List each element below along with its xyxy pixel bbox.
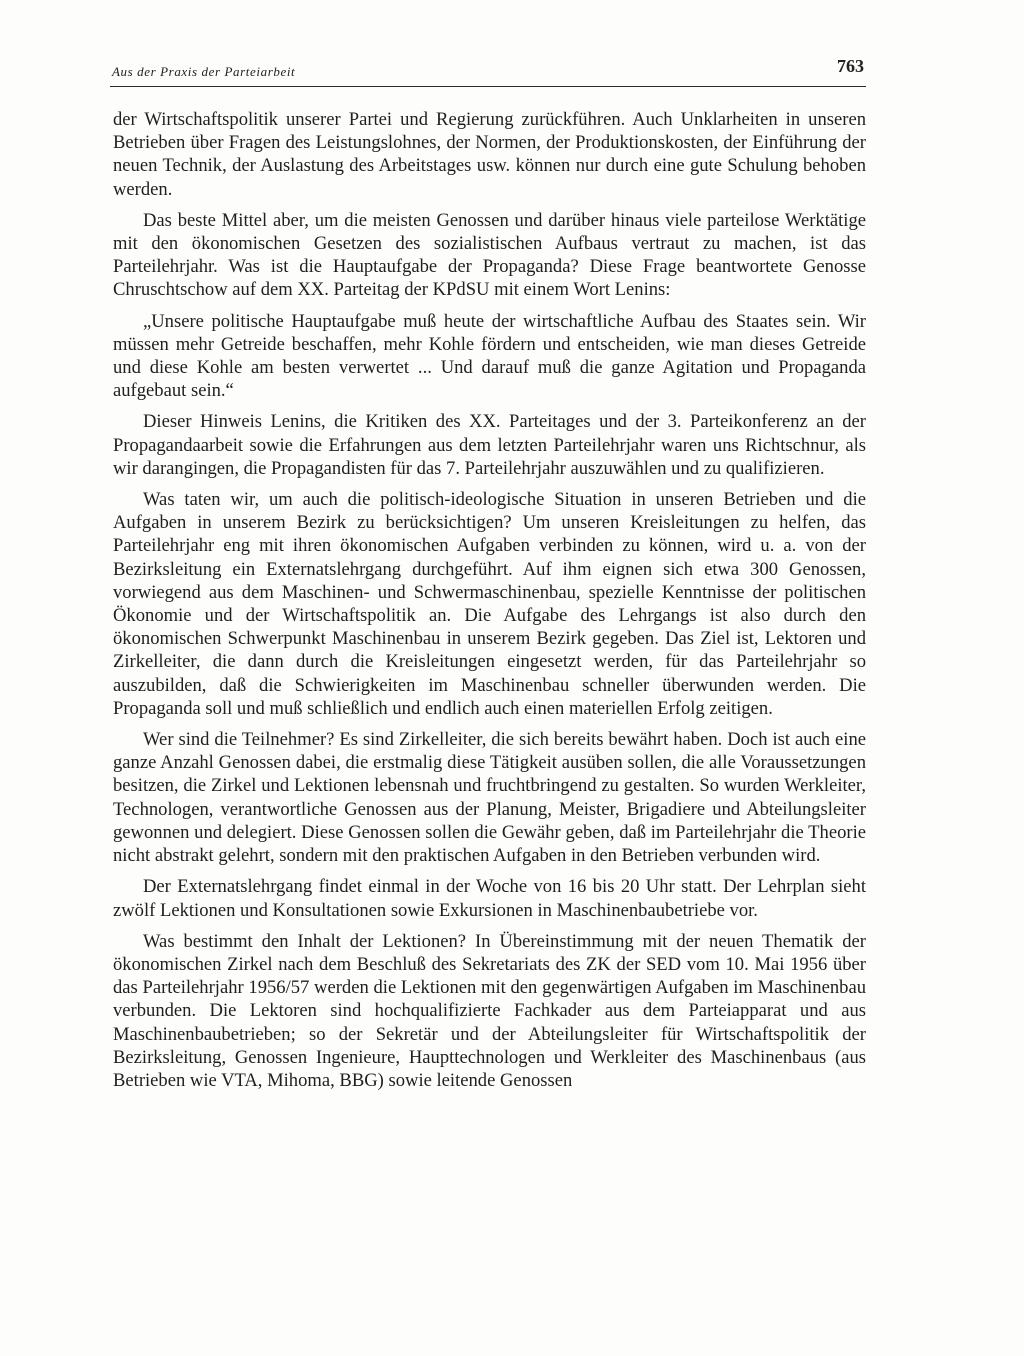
paragraph-lecture-content: Was bestimmt den Inhalt der Lektionen? In Übereinstimmung mit der neuen Thematik der ökonomischen Zirkel nach dem Beschluß des Sekretariats des ZK der SED vom 10. Mai 1956 über das Parteilehrjahr 1956/57 werden die Lektionen mit den gegenwärtigen Aufgaben im Maschinenbau verbunden. Die Lektoren sind hochqualifizierte Fachkader aus dem Parteiapparat und aus Maschinenbaubetrieben; so der Sekretär und der Abteilungsleiter für Wirtschaftspolitik der Bezirksleitung, Genossen Ingenieure, Haupttechnologen und Werkleiter des Maschinenbaus (aus Betrieben wie VTA, Mihoma, BBG) sowie leitende Genossen bbox=[113, 930, 866, 1091]
paragraph-what-did-we-do: Was taten wir, um auch die politisch-ideologische Situation in unseren Betrieben und die Aufgaben in unserem Bezirk zu berücksichtigen? Um unseren Kreisleitungen zu helfen, das Parteilehrjahr eng mit ihren ökonomischen Aufgaben verbinden zu können, wird u. a. von der Bezirksleitung ein Externatslehrgang durchgeführt. Auf ihm eignen sich etwa 300 Genossen, vorwiegend aus dem Maschinen- und Schwermaschinenbau, spezielle Kenntnisse der politischen Ökonomie und der Wirtschaftspolitik an. Die Aufgabe des Lehrgangs ist also durch den ökonomischen Schwerpunkt Maschinenbau in unserem Bezirk gegeben. Das Ziel ist, Lektoren und Zirkelleiter, die dann durch die Kreisleitungen eingesetzt werden, für das Parteilehrjahr so auszubilden, daß die Schwierigkeiten im Maschinenbau schneller überwunden werden. Die Propaganda soll und muß schließlich und endlich auch einen materiellen Erfolg zeitigen. bbox=[113, 489, 866, 719]
lenin-quote: „Unsere politische Hauptaufgabe muß heute der wirtschaftliche Aufbau des Staates sein. Wir müssen mehr Getreide beschaffen, mehr Kohle fördern und entscheiden, wie man dieses Getreide und diese Kohle am besten verwertet ... Und darauf muß die ganze Agitation und Propaganda aufgebaut sein.“ bbox=[113, 310, 866, 402]
paragraph-participants: Wer sind die Teilnehmer? Es sind Zirkelleiter, die sich bereits bewährt haben. Doch ist auch eine ganze Anzahl Genossen dabei, die erstmalig diese Tätigkeit ausüben sollen, die alle Voraussetzungen besitzen, die Zirkel und Lektionen lebensnah und fruchtbringend zu gestalten. So wurden Werkleiter, Technologen, verantwortliche Genossen aus der Planung, Meister, Brigadiere und Abteilungsleiter gewonnen und delegiert. Diese Genossen sollen die Gewähr geben, daß im Parteilehrjahr die Theorie nicht abstrakt gelehrt, sondern mit den praktischen Aufgaben in den Betrieben verbunden wird. bbox=[113, 729, 866, 867]
paragraph-schedule: Der Externatslehrgang findet einmal in der Woche von 16 bis 20 Uhr statt. Der Lehrplan sieht zwölf Lektionen und Konsultationen sowie Exkursionen in Maschinenbaubetriebe vor. bbox=[113, 876, 866, 921]
paragraph-continuation: der Wirtschaftspolitik unserer Partei und Regierung zurückführen. Auch Unklarheiten in unseren Betrieben über Fragen des Leistungslohnes, der Normen, der Produktionskosten, der Einführung der neuen Technik, der Auslastung des Arbeitstages usw. können nur durch eine gute Schulung behoben werden. bbox=[113, 109, 866, 200]
page-number: 763 bbox=[837, 56, 864, 76]
running-head: Aus der Praxis der Parteiarbeit bbox=[112, 64, 296, 79]
paragraph-lenin-hint: Dieser Hinweis Lenins, die Kritiken des XX. Parteitages und der 3. Parteikonferenz an der Propagandaarbeit sowie die Erfahrungen aus dem letzten Parteilehrjahr waren uns Richtschnur, als wir darangingen, die Propagandisten für das 7. Parteilehrjahr auszuwählen und zu qualifizieren. bbox=[113, 411, 866, 479]
paragraph-best-means: Das beste Mittel aber, um die meisten Genossen und darüber hinaus viele parteilose Werktätige mit den ökonomischen Gesetzen des sozialistischen Aufbaus vertraut zu machen, ist das Parteilehrjahr. Was ist die Hauptaufgabe der Propaganda? Diese Frage beantwortete Genosse Chruschtschow auf dem XX. Parteitag der KPdSU mit einem Wort Lenins: bbox=[113, 209, 866, 301]
article-body bbox=[113, 108, 866, 1092]
page-header bbox=[110, 56, 866, 87]
